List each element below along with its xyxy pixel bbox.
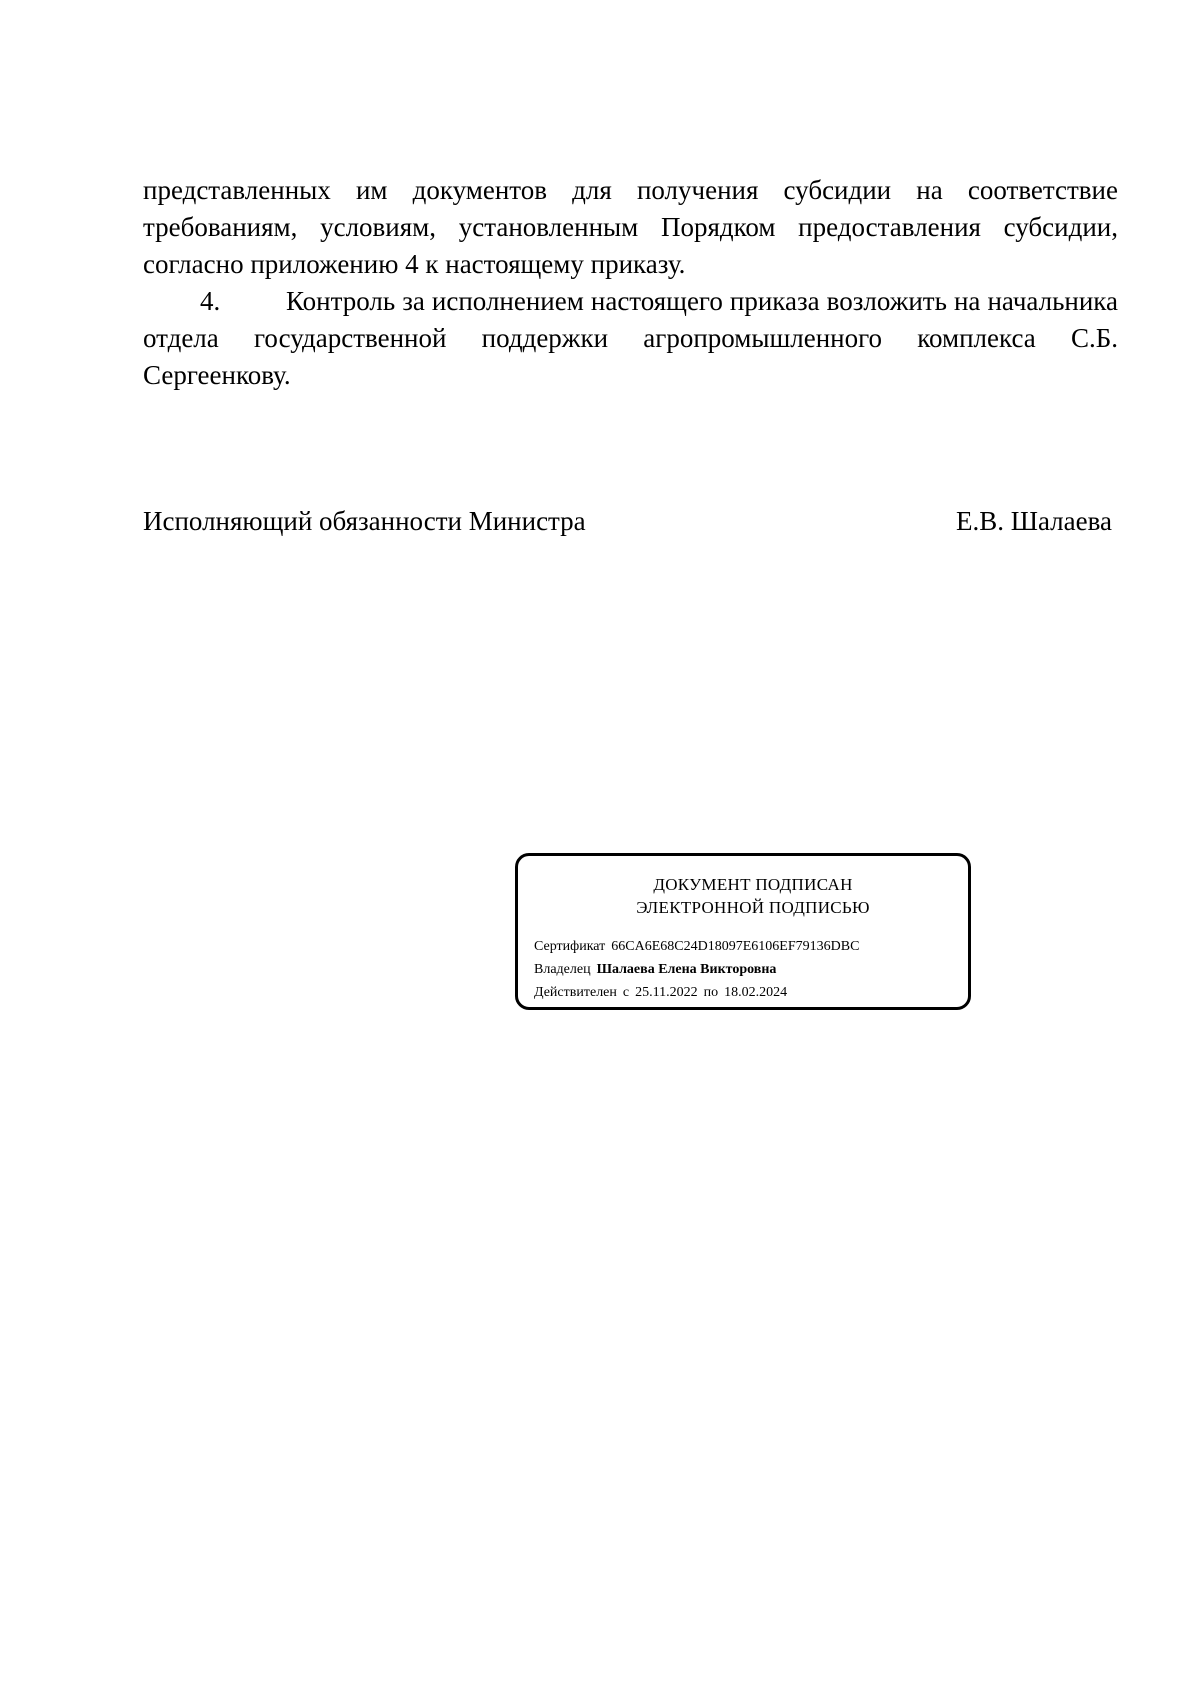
owner-label: Владелец — [534, 962, 591, 977]
signature-block — [143, 503, 1112, 540]
stamp-certificate-line — [534, 935, 859, 958]
valid-from-date: 25.11.2022 — [635, 985, 698, 1000]
stamp-details — [534, 935, 859, 1004]
valid-to-label: по — [703, 985, 719, 1000]
signatory-position: Исполняющий обязанности Министра — [143, 506, 586, 536]
certificate-value: 66CA6E68C24D18097E6106EF79136DBC — [611, 939, 860, 954]
valid-from-label: с — [622, 985, 630, 1000]
stamp-validity-line — [534, 981, 859, 1004]
document-body — [143, 172, 1118, 394]
paragraph-continuation: представленных им документов для получения субсидии на соответствие требованиям, условиям, установленным Порядком предоставления субсидии, согласно приложению 4 к настоящему приказу. — [143, 175, 1118, 279]
certificate-label: Сертификат — [534, 939, 606, 954]
signatory-name: Е.В. Шалаева — [955, 506, 1112, 536]
stamp-title-line-1: ДОКУМЕНТ ПОДПИСАН — [653, 875, 853, 894]
valid-to-date: 18.02.2024 — [724, 985, 788, 1000]
electronic-signature-stamp — [515, 853, 971, 1010]
valid-label: Действителен — [534, 985, 617, 1000]
item-number: 4. — [200, 286, 221, 316]
stamp-title-line-2: ЭЛЕКТРОННОЙ ПОДПИСЬЮ — [636, 898, 870, 917]
stamp-title — [518, 873, 968, 919]
item-text: Контроль за исполнением настоящего приказа возложить на начальника отдела государственной поддержки агропромышленного комплекса С.Б. Сергеенкову. — [143, 286, 1118, 390]
numbered-item-4 — [143, 283, 1118, 394]
stamp-owner-line — [534, 958, 859, 981]
owner-value: Шалаева Елена Викторовна — [596, 962, 777, 977]
